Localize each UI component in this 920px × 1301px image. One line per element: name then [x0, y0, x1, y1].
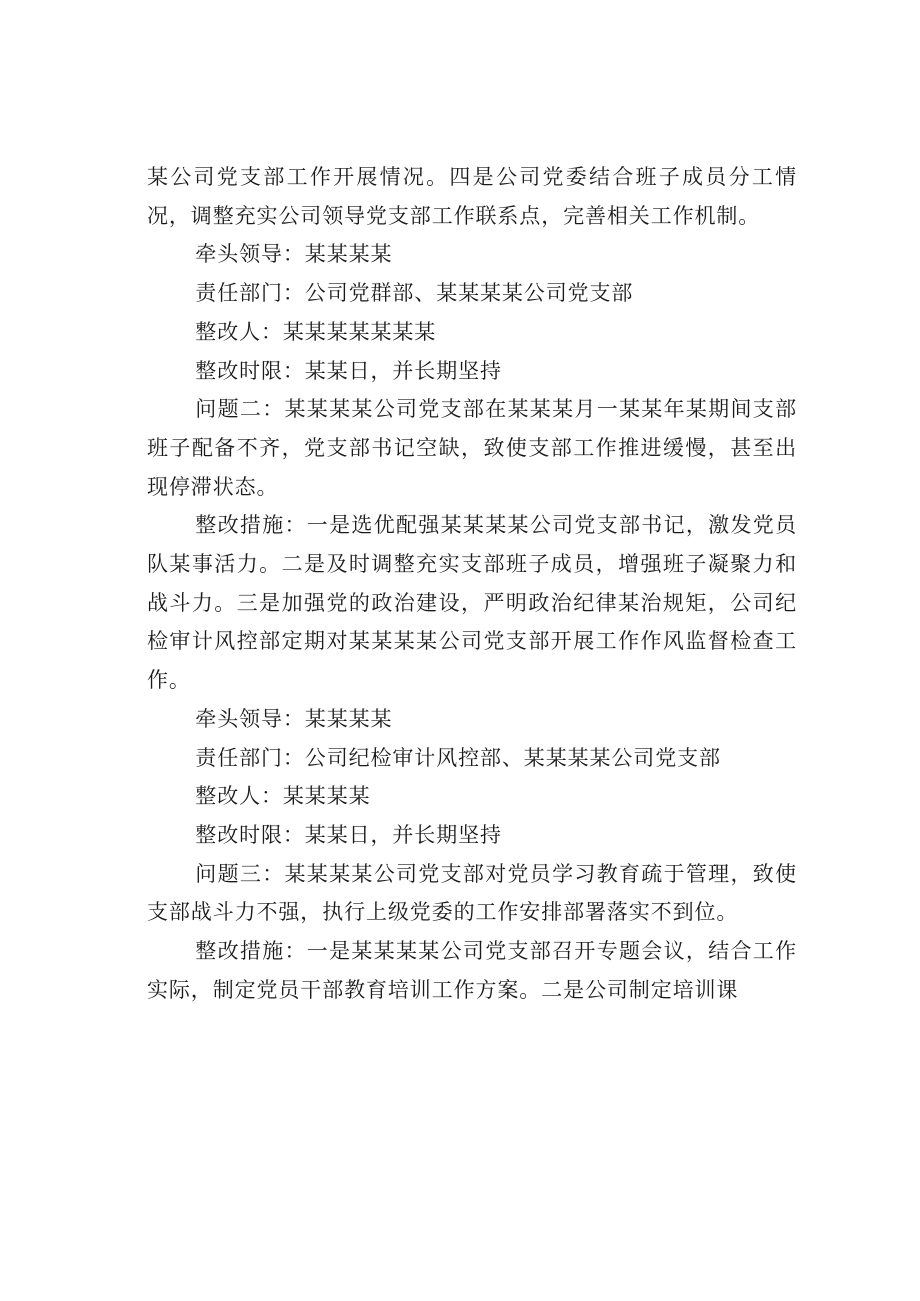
paragraph-rectification-person-two: 整改人：某某某某 — [195, 784, 371, 809]
paragraph-lead-leader: 牵头领导：某某某某 — [195, 242, 393, 267]
paragraph-problem-three: 问题三：某某某某公司党支部对党员学习教育疏于管理，致使支部战斗力不强，执行上级党委的工作安排部署落实不到位。 — [147, 861, 797, 925]
paragraph-responsible-department-two: 责任部门：公司纪检审计风控部、某某某某公司党支部 — [195, 745, 721, 770]
paragraph-measures-three: 整改措施：一是某某某某公司党支部召开专题会议，结合工作实际，制定党员干部教育培训工作方案。二是公司制定培训课 — [147, 939, 797, 1002]
paragraph-measures-two: 整改措施：一是选优配强某某某某公司党支部书记，激发党员队某事活力。二是及时调整充实支部班子成员，增强班子凝聚力和战斗力。三是加强党的政治建设，严明政治纪律某治规矩，公司纪检审计风控部定期对某某某某公司党支部开展工作作风监督检查工作。 — [147, 513, 797, 693]
paragraph-problem-two: 问题二：某某某某公司党支部在某某某月一某某年某期间支部班子配备不齐，党支部书记空缺，致使支部工作推进缓慢，甚至出现停滞状态。 — [147, 397, 797, 499]
paragraph-deadline-two: 整改时限：某某日，并长期坚持 — [195, 822, 502, 847]
paragraph-responsible-department: 责任部门：公司党群部、某某某某公司党支部 — [195, 281, 634, 306]
paragraph-lead-leader-two: 牵头领导：某某某某 — [195, 706, 393, 731]
paragraph-continuation: 某公司党支部工作开展情况。四是公司党委结合班子成员分工情况，调整充实公司领导党支部工作联系点，完善相关工作机制。 — [147, 165, 797, 228]
document-page — [147, 158, 797, 1009]
paragraph-deadline: 整改时限：某某日，并长期坚持 — [195, 358, 502, 383]
paragraph-rectification-person: 整改人：某某某某某某某 — [195, 319, 437, 344]
